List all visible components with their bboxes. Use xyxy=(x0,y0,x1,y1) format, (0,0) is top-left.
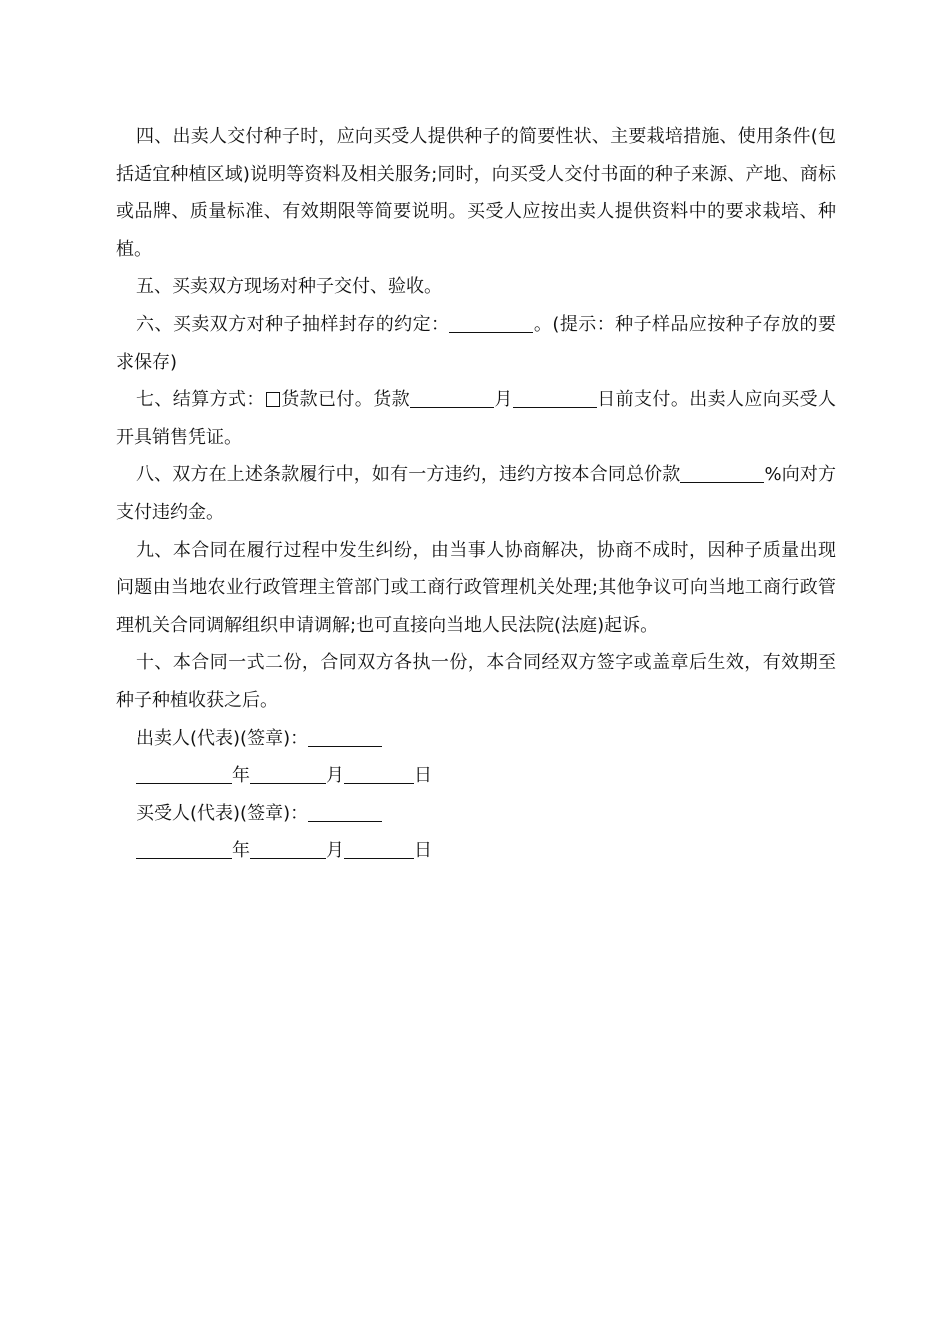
clause-7-rest: 日前支付。出卖人应向买受人开具销售凭证。 xyxy=(116,389,837,448)
clause-6 xyxy=(116,306,836,381)
seller-date-line xyxy=(116,757,836,795)
seller-day-blank[interactable] xyxy=(344,765,414,784)
clause-5: 五、买卖双方现场对种子交付、验收。 xyxy=(136,276,442,298)
clause-7 xyxy=(116,381,836,456)
clause-6-hint: 。(提示：种子样品应按种子存放的要求保存) xyxy=(116,313,836,373)
clause-8 xyxy=(116,456,836,531)
buyer-date-line xyxy=(116,832,836,870)
sample-agreement-blank[interactable] xyxy=(449,314,533,333)
seller-month-label: 月 xyxy=(326,765,344,787)
buyer-signature-line xyxy=(116,795,836,833)
clause-8-rest: %向对方支付违约金。 xyxy=(116,464,837,523)
seller-signature-line xyxy=(116,720,836,758)
payment-day-blank[interactable] xyxy=(513,389,597,408)
buyer-year-blank[interactable] xyxy=(136,840,232,859)
penalty-percent-blank[interactable] xyxy=(680,464,764,483)
buyer-signature-blank[interactable] xyxy=(308,803,382,822)
clause-7-paid: 货款已付。货款 xyxy=(280,389,411,411)
payment-month-blank[interactable] xyxy=(410,389,494,408)
seller-year-blank[interactable] xyxy=(136,765,232,784)
payment-checkbox[interactable] xyxy=(266,392,280,407)
contract-page xyxy=(116,118,836,870)
buyer-day-label: 日 xyxy=(414,840,432,862)
clause-7-text: 七、结算方式： xyxy=(136,389,265,411)
clause-9: 九、本合同在履行过程中发生纠纷，由当事人协商解决，协商不成时，因种子质量出现问题由当地农业行政管理主管部门或工商行政管理机关处理;其他争议可向当地工商行政管理机关合同调解组织申请调解;也可直接向当地人民法院(法庭)起诉。 xyxy=(116,539,836,636)
buyer-month-blank[interactable] xyxy=(250,840,326,859)
seller-signature-blank[interactable] xyxy=(308,728,382,747)
clause-7-month: 月 xyxy=(494,389,513,411)
clause-10: 十、本合同一式二份，合同双方各执一份，本合同经双方签字或盖章后生效，有效期至种子种植收获之后。 xyxy=(116,652,836,711)
clause-6-text: 六、买卖双方对种子抽样封存的约定： xyxy=(136,313,450,335)
buyer-day-blank[interactable] xyxy=(344,840,414,859)
seller-year-label: 年 xyxy=(232,765,250,787)
seller-day-label: 日 xyxy=(414,765,432,787)
clause-4: 四、出卖人交付种子时，应向买受人提供种子的简要性状、主要栽培措施、使用条件(包括适宜种植区域)说明等资料及相关服务;同时，向买受人交付书面的种子来源、产地、商标或品牌、质量标准、有效期限等简要说明。买受人应按出卖人提供资料中的要求栽培、种植。 xyxy=(116,126,836,260)
buyer-year-label: 年 xyxy=(232,840,250,862)
buyer-month-label: 月 xyxy=(326,840,344,862)
seller-month-blank[interactable] xyxy=(250,765,326,784)
clause-8-text: 八、双方在上述条款履行中，如有一方违约，违约方按本合同总价款 xyxy=(136,464,681,486)
buyer-label: 买受人(代表)(签章)： xyxy=(136,802,309,824)
seller-label: 出卖人(代表)(签章)： xyxy=(136,727,309,749)
